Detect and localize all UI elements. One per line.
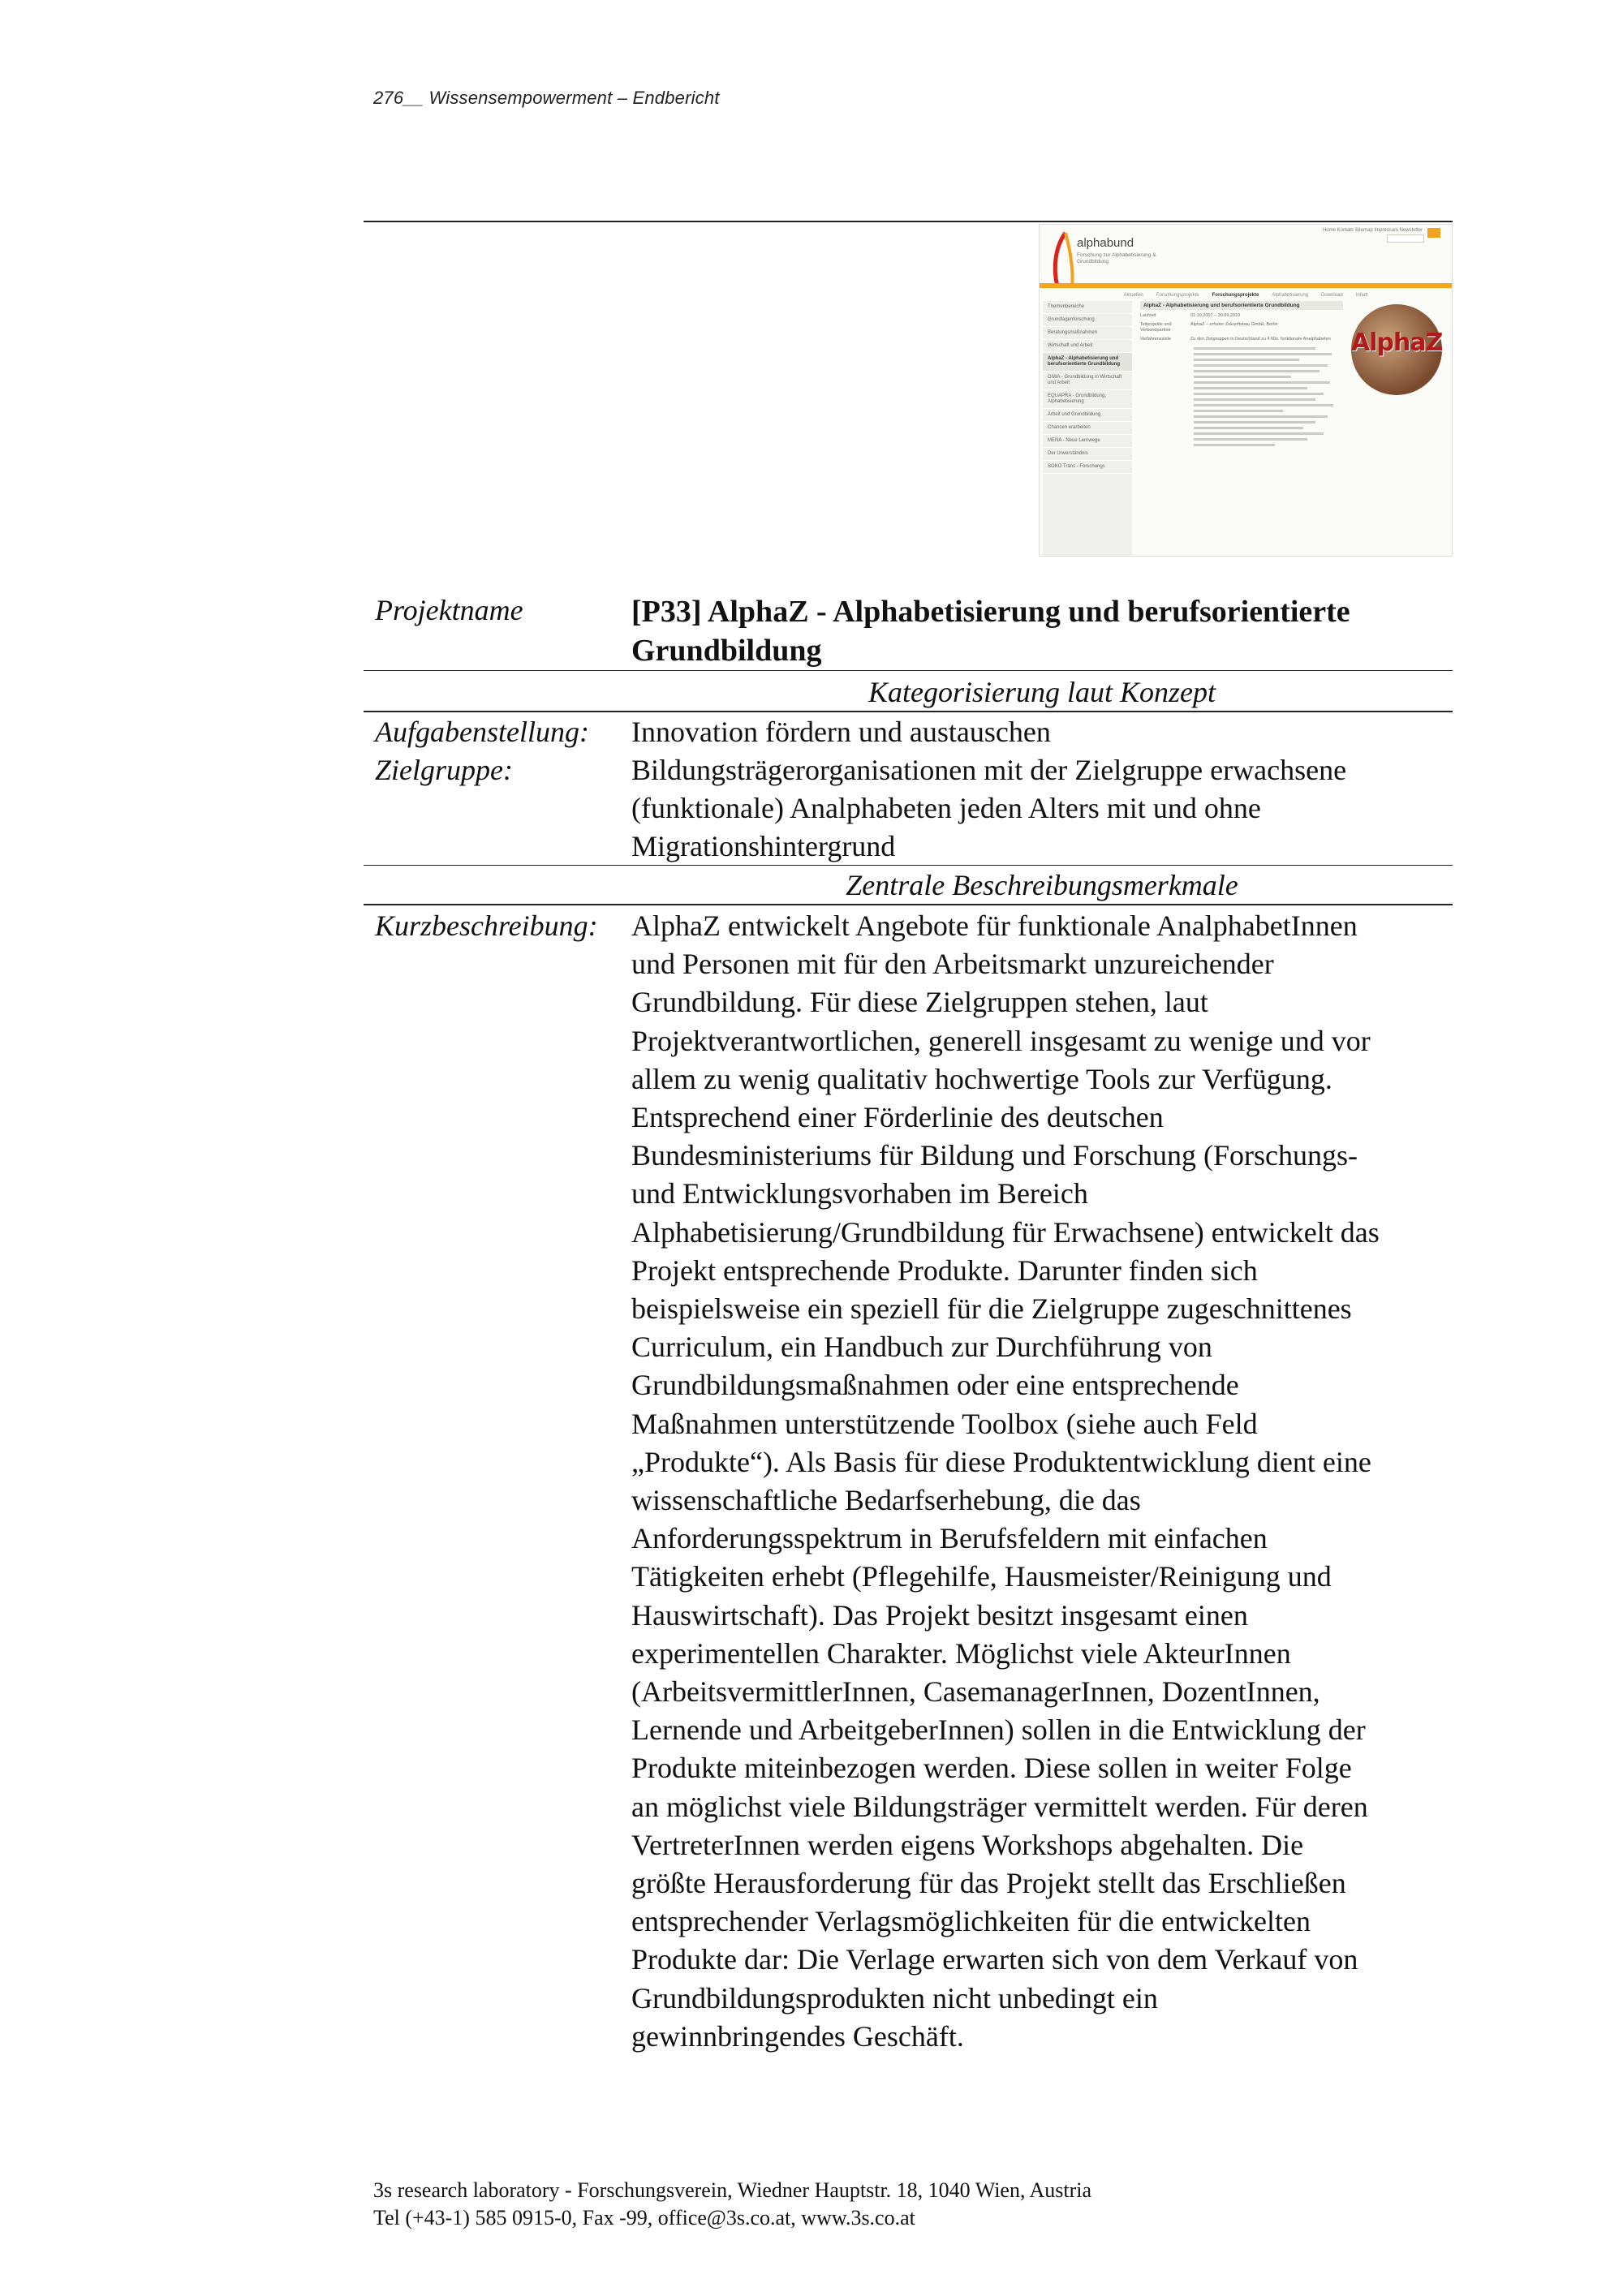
description-line: gewinnbringendes Geschäft.: [631, 2019, 964, 2053]
description-text: [631, 907, 1453, 2056]
site-content-row: [1140, 337, 1343, 342]
site-nav-item: Forschungsprojekte: [1156, 293, 1199, 298]
footer-address: 3s research laboratory - Forschungsverein, Wiedner Hauptstr. 18, 1040 Wien, Austria: [373, 2178, 1092, 2202]
divider: [364, 904, 1453, 905]
description-line: Anforderungsspektrum in Berufsfeldern mit einfachen: [631, 1522, 1268, 1555]
site-sidebar-item: Chancen erarbeiten: [1043, 422, 1132, 435]
description-line: experimentellen Charakter. Möglichst viele AkteurInnen: [631, 1636, 1291, 1670]
description-line: Bundesministeriums für Bildung und Forschung (Forschungs-: [631, 1139, 1358, 1172]
site-content-row: [1140, 313, 1343, 319]
site-sidebar-item: Wirtschaft und Arbeit: [1043, 340, 1132, 353]
project-name-label: Projektname: [375, 594, 523, 626]
site-nav-item: Alphabetisierung: [1272, 293, 1309, 298]
alphaz-badge: [1351, 304, 1442, 395]
description-line: Lernende und ArbeitgeberInnen) sollen in die Entwicklung der: [631, 1713, 1366, 1747]
description-line: AlphaZ entwickelt Angebote für funktionale AnalphabetInnen: [631, 909, 1358, 942]
site-content-value: 01.10.2007 – 30.09.2010: [1190, 313, 1241, 318]
description-line: an möglichst viele Bildungsträger vermittelt werden. Für deren: [631, 1790, 1368, 1823]
site-search-input: [1387, 234, 1424, 243]
site-content-value: Zu den Zielgruppen in Deutschland zu 4 Mio. funktionale Analphabeten: [1190, 337, 1331, 342]
description-line: Curriculum, ein Handbuch zur Durchführung von: [631, 1331, 1212, 1364]
description-line: Entsprechend einer Förderlinie des deutschen: [631, 1101, 1164, 1134]
site-top-nav: Home Kontakt Sitemap Impressum Newsletter: [1322, 228, 1423, 233]
section-heading-kategorisierung: Kategorisierung laut Konzept: [867, 676, 1216, 708]
site-search-button: [1427, 228, 1440, 238]
website-screenshot: [1039, 224, 1453, 557]
alphabund-logo-icon: [1049, 230, 1077, 291]
site-sidebar-item: Grundlagenforschung: [1043, 314, 1132, 327]
divider: [364, 711, 1453, 712]
project-name-line2: Grundbildung: [631, 634, 822, 668]
site-content-heading: AlphaZ - Alphabetisierung und berufsorientierte Grundbildung: [1140, 301, 1343, 310]
description-line: „Produkte“). Als Basis für diese Produktentwicklung dient eine: [631, 1445, 1371, 1478]
site-content-key: Verfahrensziele: [1140, 337, 1171, 342]
description-line: wissenschaftliche Bedarfserhebung, die das: [631, 1484, 1141, 1517]
site-sidebar: [1043, 301, 1132, 556]
description-line: Grundbildungsprodukten nicht unbedingt ein: [631, 1981, 1158, 2014]
site-nav-item: Inhalt: [1355, 293, 1368, 298]
description-line: Tätigkeiten erhebt (Pflegehilfe, Hausmeister/Reinigung und: [631, 1560, 1332, 1593]
description-line: Produkte miteinbezogen werden. Diese sollen in weiter Folge: [631, 1752, 1352, 1785]
description-line: Grundbildung. Für diese Zielgruppen stehen, laut: [631, 986, 1208, 1019]
description-line: größte Herausforderung für das Projekt stellt das Erschließen: [631, 1867, 1346, 1900]
site-sidebar-item: MENA - Neue Lernwege: [1043, 435, 1132, 448]
site-content-row: [1140, 322, 1343, 333]
description-line: beispielsweise ein speziell für die Zielgruppe zugeschnittenes: [631, 1292, 1352, 1326]
project-name-line1: [P33] AlphaZ - Alphabetisierung und berufsorientierte: [631, 595, 1350, 629]
description-line: Hauswirtschaft). Das Projekt besitzt insgesamt einen: [631, 1598, 1248, 1632]
site-sidebar-item: SOKO Trans - Forschungs: [1043, 461, 1132, 474]
section-heading-beschreibung: Zentrale Beschreibungsmerkmale: [846, 869, 1238, 901]
site-brand: alphabund: [1077, 236, 1134, 250]
site-brand-sub: Forschung zur Alphabetisierung & Grundbildung: [1077, 252, 1156, 264]
site-sidebar-item: GiWA - Grundbildung in Wirtschaft und Arbeit: [1043, 372, 1132, 390]
site-sidebar-item: Der Unverständnis: [1043, 448, 1132, 461]
site-nav-item: Forschungsprojekte: [1212, 293, 1259, 298]
description-line: Alphabetisierung/Grundbildung für Erwachsene) entwickelt das: [631, 1215, 1380, 1249]
page-footer: [373, 2177, 1091, 2232]
description-line: allem zu wenig qualitativ hochwertige Tools zur Verfügung.: [631, 1062, 1332, 1095]
description-line: und Entwicklungsvorhaben im Bereich: [631, 1177, 1088, 1210]
description-line: und Personen mit für den Arbeitsmarkt unzureichender: [631, 948, 1274, 981]
site-sidebar-item: Beratungsmaßnahmen: [1043, 327, 1132, 340]
site-content: [1140, 301, 1343, 556]
site-sidebar-item: AlphaZ - Alphabetisierung und berufsorientierte Grundbildung: [1043, 353, 1132, 372]
divider: [364, 670, 1453, 671]
site-content-key: Teilprojekte und Verbundpartner: [1140, 322, 1172, 333]
description-line: Projekt entsprechende Produkte. Darunter finden sich: [631, 1253, 1258, 1287]
running-header: 276__ Wissensempowerment – Endbericht: [373, 88, 720, 108]
task-label: Aufgabenstellung:: [375, 716, 589, 748]
description-line: Maßnahmen unterstützende Toolbox (siehe auch Feld: [631, 1407, 1258, 1440]
site-text-lines: [1140, 347, 1343, 446]
target-group-line: Bildungsträgerorganisationen mit der Zielgruppe erwachsene: [631, 754, 1347, 786]
site-nav-item: Aktuelles: [1123, 293, 1143, 298]
site-nav-item: Download: [1321, 293, 1343, 298]
task-value: Innovation fördern und austauschen: [631, 716, 1051, 748]
description-line: Grundbildungsmaßnahmen oder eine entsprechende: [631, 1369, 1239, 1402]
site-main-nav: [1040, 293, 1452, 298]
site-sidebar-item: EQUAPRA - Grundbildung, Alphabetisierung: [1043, 390, 1132, 409]
site-sidebar-item: Arbeit und Grundbildung: [1043, 409, 1132, 422]
target-group-line: Migrationshintergrund: [631, 830, 896, 862]
description-line: Produkte dar: Die Verlage erwarten sich von dem Verkauf von: [631, 1943, 1358, 1976]
description-label: Kurzbeschreibung:: [375, 909, 598, 942]
alphaz-badge-text: AlphaZ: [1351, 329, 1443, 357]
description-line: VertreterInnen werden eigens Workshops abgehalten. Die: [631, 1828, 1304, 1861]
target-group-label: Zielgruppe:: [375, 754, 513, 786]
description-line: (ArbeitsvermittlerInnen, CasemanagerInnen, DozentInnen,: [631, 1675, 1320, 1709]
site-content-key: Laufzeit: [1140, 313, 1156, 318]
site-accent-bar: [1040, 283, 1452, 288]
footer-contact: Tel (+43-1) 585 0915-0, Fax -99, office@3s.co.at, www.3s.co.at: [373, 2206, 915, 2229]
description-line: Projektverantwortlichen, generell insgesamt zu wenige und vor: [631, 1024, 1371, 1057]
divider: [364, 865, 1453, 866]
target-group-line: (funktionale) Analphabeten jeden Alters mit und ohne: [631, 792, 1261, 824]
description-line: entsprechender Verlagsmöglichkeiten für die entwickelten: [631, 1905, 1311, 1938]
site-sidebar-item: Themenbereiche: [1043, 301, 1132, 314]
top-divider: [364, 221, 1453, 222]
site-content-value: AlphaZ – erfurter Zukunftsbau GmbH, Berlin: [1190, 322, 1278, 327]
